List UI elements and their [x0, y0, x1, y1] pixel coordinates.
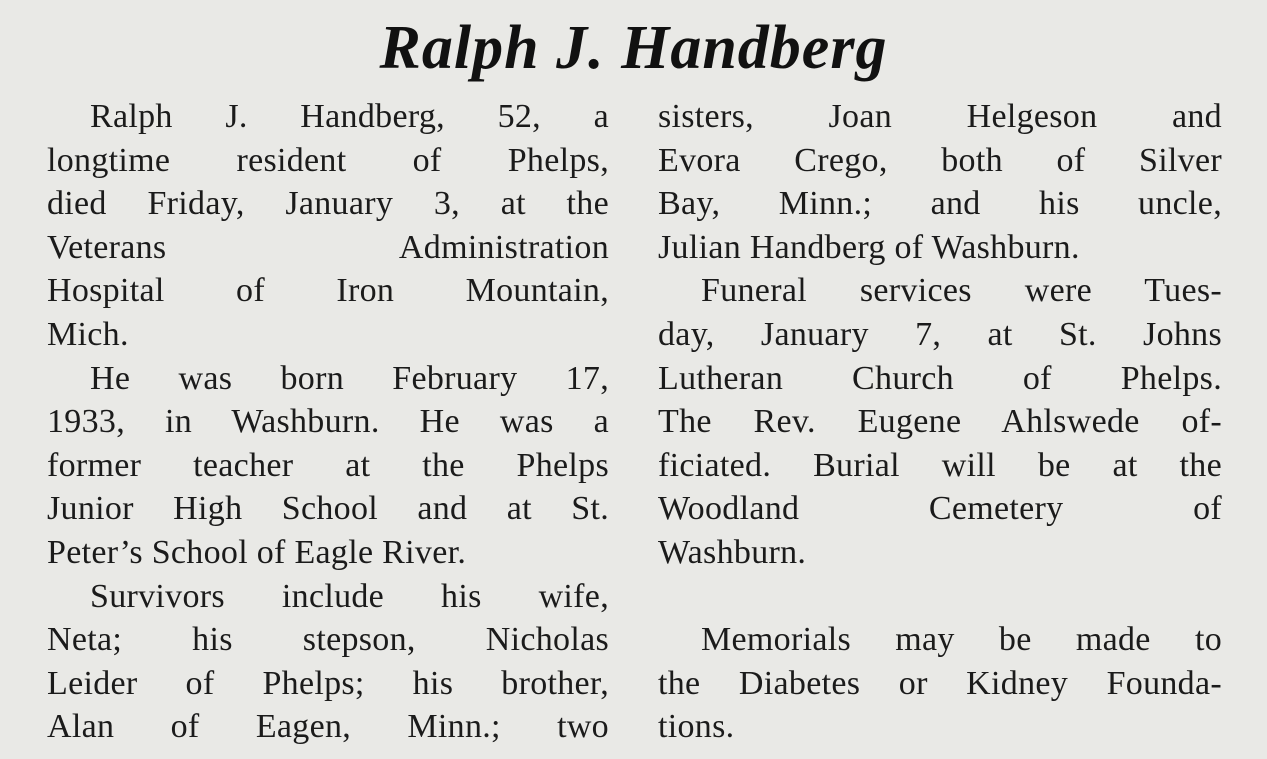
- left-column: [47, 95, 609, 749]
- text-line: Veterans Administration: [47, 228, 609, 266]
- text-line: Survivors include his wife,: [90, 577, 609, 615]
- text-line: ficiated. Burial will be at the: [658, 446, 1222, 484]
- text-line: former teacher at the Phelps: [47, 446, 609, 484]
- text-line: Hospital of Iron Mountain,: [47, 272, 609, 310]
- text-line: He was born February 17,: [90, 359, 609, 397]
- text-line: The Rev. Eugene Ahlswede of-: [658, 403, 1222, 441]
- obituary-title: Ralph J. Handberg: [379, 14, 888, 82]
- text-line: Funeral services were Tues-: [701, 272, 1222, 310]
- text-line: tions.: [658, 708, 735, 746]
- text-line: Peter’s School of Eagle River.: [47, 533, 467, 571]
- text-line: Julian Handberg of Washburn.: [658, 228, 1080, 266]
- text-line: the Diabetes or Kidney Founda-: [658, 664, 1222, 702]
- text-line: longtime resident of Phelps,: [47, 141, 609, 179]
- text-line: Neta; his stepson, Nicholas: [47, 621, 609, 659]
- text-line: Junior High School and at St.: [47, 490, 609, 528]
- text-line: Ralph J. Handberg, 52, a: [90, 98, 609, 135]
- paragraph-gap: [658, 575, 1222, 619]
- text-line: Leider of Phelps; his brother,: [47, 664, 609, 702]
- text-line: Alan of Eagen, Minn.; two: [47, 708, 609, 746]
- text-line: day, January 7, at St. Johns: [658, 315, 1222, 353]
- text-line: 1933, in Washburn. He was a: [47, 403, 609, 441]
- text-line: Mich.: [47, 315, 129, 353]
- text-line: Lutheran Church of Phelps.: [658, 359, 1222, 397]
- text-line: Washburn.: [658, 533, 807, 571]
- text-line: Bay, Minn.; and his uncle,: [658, 185, 1222, 223]
- text-line: Evora Crego, both of Silver: [658, 141, 1222, 179]
- text-line: sisters, Joan Helgeson and: [658, 98, 1222, 135]
- text-line: died Friday, January 3, at the: [47, 185, 609, 223]
- right-column: [658, 95, 1222, 749]
- text-line: Memorials may be made to: [701, 621, 1222, 659]
- text-line: Woodland Cemetery of: [658, 490, 1222, 528]
